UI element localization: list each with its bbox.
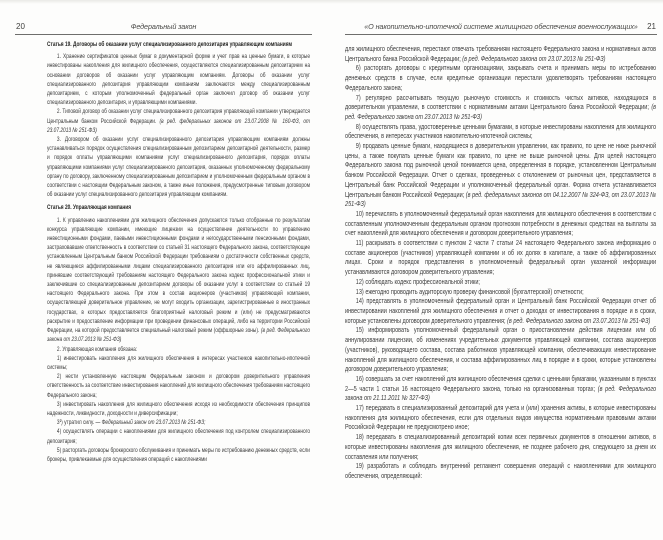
scan-edge-shading: [0, 0, 663, 4]
text-run: 13) ежегодно проводить аудиторскую проверку финансовой (бухгалтерской) отчетности;: [355, 286, 584, 296]
law-paragraph: [345, 63, 656, 92]
amendment-note: (в ред. Федерального закона от 23.07.2013 № 251-ФЗ): [507, 315, 651, 325]
law-paragraph: [345, 277, 656, 287]
text-run: для жилищного обеспечения, перестают отвечать требованиям настоящего Федерального закона и нормативных актов Центрального банка Российской Федерации;: [345, 44, 657, 63]
text-run: 3. Договором об оказании услуг специализированного депозитария управляющим компаниям должны устанавливаться порядок осуществления специализированным депозитарием депозитарной деятельности, размер и порядок оплаты управляющими компаниями услуг специализированного депозитария, порядок оплаты управляющими компаниями услуг специализированного депозитария, оказанных уполномоченному федеральному органу по договору, заключенному специализированным депозитарием и уполномоченным федеральным органом в соответствии с настоящим Федеральным законом, а также иные положения, предусмотренные типовым договором об оказании услуг специализированного депозитария управляющим компаниям.: [47, 136, 311, 199]
text-run: 3) инвестировать накопления для жилищного обеспечения исходя из необходимости обеспечения принципов надежности, ликвидности, доходности и диверсификации;: [47, 400, 311, 417]
text-run: 10) перечислять в уполномоченный федеральный орган накопления для жилищного обеспечения в соответствии с составленным уполномоченным федеральным органом прогнозом потребности в денежных средствах на выплаты за счет накоплений для жилищного обеспечения и договором доверительного управления;: [345, 208, 657, 238]
law-paragraph: [47, 135, 310, 199]
law-paragraph: [345, 403, 656, 432]
text-run: 1) инвестировать накопления для жилищного обеспечения в интересах участников накопительно-ипотечной системы;: [47, 354, 311, 371]
law-paragraph: [345, 238, 656, 277]
law-paragraph: [47, 427, 310, 445]
article-heading: [47, 203, 310, 212]
law-paragraph: [345, 122, 656, 141]
law-paragraph: [47, 372, 310, 400]
amendment-note: — Федеральный закон от 23.07.2013 № 251-ФЗ;: [95, 419, 206, 427]
law-paragraph: [345, 44, 656, 63]
text-run: 7) регулярно рассчитывать текущую рыночную стоимость и стоимость чистых активов, находящихся в доверительном управлении, в соответствии с нормативными актами Центрального банка Российской Федерации;: [345, 92, 657, 112]
left-running-header: Федеральный закон: [130, 22, 197, 31]
text-run: 5) расторгать договоры брокерского обслуживания и принимать меры по истребованию денежных средств, если брокеры, привлекаемые для осуществления операций с накоплениями: [47, 446, 311, 463]
text-run: 2. Типовой договор об оказании услуг специализированного депозитария управляющей компании утверждается Центральным банком Российской Федерации.: [47, 108, 311, 125]
left-page-body: [47, 40, 310, 464]
law-paragraph: [345, 374, 656, 403]
text-run: 12) соблюдать кодекс профессиональной этики;: [355, 276, 480, 286]
text-run: 2) нести установленную настоящим Федеральным законом и договором доверительного управления ответственность за соответствие инвестирования накоплений для жилищного обеспечения требованиям настоящего Федерального закона;: [47, 373, 311, 399]
law-paragraph: [345, 209, 656, 238]
law-paragraph: [345, 432, 656, 461]
text-run: 11) раскрывать в соответствии с пунктом 2 части 7 статьи 24 настоящего Федерального закона информацию о составе акционеров (участников) управляющей компании и об их долях в капитале, а также об аффилированных лицах. Сроки и порядок представления в уполномоченный федеральный орган указанной информации устанавливаются договором доверительного управления;: [345, 238, 657, 277]
text-run: 16) совершать за счет накоплений для жилищного обеспечения сделки с ценными бумагами, указанными в пунктах 2—5 части 1 статьи 16 настоящего Федерального закона, только на организованных торгах;: [345, 373, 657, 393]
amendment-note: (в ред. Федерального закона от 23.07.2013 № 251-ФЗ): [47, 327, 310, 344]
amendment-note: (в ред. Федерального закона от 23.07.2013 № 251-ФЗ): [462, 53, 606, 63]
law-paragraph: [345, 296, 656, 325]
text-run: Статья 19. Договоры об оказании услуг специализированного депозитария управляющим компаниям: [47, 41, 293, 48]
text-run: 1. К управлению накоплениями для жилищного обеспечения допускаются только отобранные по результатам конкурса управляющие компании, имеющие лицензии на осуществление деятельности по управлению инвестиционными фондами, паевыми инвестиционными фондами и негосударственными пенсионными фондами, застраховавшие ответственность в соответствии со статьей 31 настоящего Федерального закона, соответствующие установленным Центральным банком Российской Федерации требованиям о достаточности собственных средств, не являющиеся аффилированными лицами специализированного депозитария или его аффилированных лиц, принявшие соответствующий требованиям настоящего Федерального закона кодекс профессиональной этики и заключившие со специализированным депозитарием договоры об оказании услуг в соответствии со статьей 19 настоящего Федерального закона. При этом в состав акционеров (участников) управляющей компании, осуществляющей доверительное управление, не могут входить организации, зарегистрированные в иностранных государствах, в которых предоставляется благоприятный налоговый режим и (или) не предусматриваются раскрытие и предоставление информации при проведении финансовых операций, либо на территории Российской Федерации, на которой предоставляется специальный налоговый режим (оффшорные зоны).: [47, 216, 311, 335]
right-running-header: «О накопительно-ипотечной системе жилищного обеспечения военнослужащих»: [364, 22, 638, 31]
law-paragraph: [345, 325, 656, 374]
amendment-note: (в ред. федеральных законов от 23.07.2008 № 160-ФЗ, от 23.07.2013 № 251-ФЗ): [47, 117, 311, 134]
left-page-number: 20: [16, 22, 25, 31]
text-run: 17) передавать в специализированный депозитарий для учета и (или) хранения активы, в которые инвестированы накопления для жилищного обеспечения, если для отдельных видов имущества нормативными правовыми актами Российской Федерации не предусмотрено иное;: [345, 403, 657, 432]
law-paragraph: [47, 354, 310, 372]
law-paragraph: [345, 461, 656, 480]
amendment-note: (в ред. Федерального закона от 23.07.2013 № 251-ФЗ): [345, 102, 657, 121]
text-run: 18) передавать в специализированный депозитарий копии всех первичных документов в отношении активов, в которые инвестированы накопления для жилищного обеспечения, не позднее рабочего дня, следующего за днем их составления или получения;: [345, 432, 657, 461]
right-page-header: [345, 22, 657, 35]
text-run: 9) продавать ценные бумаги, находящиеся в доверительном управлении, как правило, по цене не ниже рыночной цены, а также покупать ценные бумаги как правило, по цене не выше рыночной цены. Для целей настоящего Федерального закона под рыночной ценой понимается цена, определенная в порядке, установленном Центральным банком Российской Федерации. Отчет о сделках, проведенных с отклонением от рыночных цен, представляется в Центральный банк Российской Федерации и уполномоченный федеральный орган. Форма отчета устанавливается Центральным банком Российской Федерации;: [345, 141, 657, 199]
text-run: 6) расторгать договоры с кредитными организациями, закрывать счета и принимать меры по истребованию денежных средств в случае, если кредитные организации перестали удовлетворять требованиям настоящего Федерального закона;: [345, 63, 657, 92]
text-run: 8) осуществлять права, удостоверенные ценными бумагами, в которые инвестированы накопления для жилищного обеспечения, в интересах участников накопительно-ипотечной системы;: [345, 121, 657, 141]
text-run: 19) разработать и соблюдать внутренний регламент совершения операций с накоплениями для жилищного обеспечения, определяющий:: [345, 461, 657, 480]
text-run: 3¹) утратил силу.: [56, 419, 96, 427]
law-paragraph: [47, 216, 310, 345]
text-run: 2. Управляющая компания обязана:: [56, 345, 138, 353]
amendment-note: (в ред. федеральных законов от 04.12.2007 № 324-ФЗ, от 23.07.2013 № 251-ФЗ): [345, 189, 657, 209]
right-page-body: [345, 44, 656, 481]
right-page-number: 21: [647, 22, 656, 31]
law-paragraph: [47, 446, 310, 464]
law-paragraph: [47, 418, 310, 427]
law-paragraph: [47, 52, 310, 107]
text-run: 1. Хранение сертификатов ценных бумаг в документарной форме и учет прав на ценные бумаги, в которые инвестированы накопления для жилищного обеспечения, осуществляются специализированным депозитарием на основании договоров об оказании услуг управляющим компаниям. Договоры об оказании услуг специализированного депозитария управляющим компаниям заключаются между специализированным депозитарием, с которым уполномоченный федеральный орган заключил договор об оказании услуг специализированного депозитария, и управляющими компаниями.: [47, 53, 311, 107]
law-paragraph: [345, 93, 656, 122]
text-run: 15) информировать уполномоченный федеральный орган о приостановлении действия лицензии или об аннулировании лицензии, об изменениях учредительных документов управляющей компании, состава акционеров (участников), руководящего состава, состава работников управляющей компании, обеспечивающих инвестирование накоплений для жилищного обеспечения, и состава аффилированных лиц в порядке и в сроки, которые установлены договором доверительного управления;: [345, 325, 657, 374]
text-run: Статья 20. Управляющая компания: [47, 204, 132, 212]
law-paragraph: [47, 400, 310, 418]
text-run: 4) осуществлять операции с накоплениями для жилищного обеспечения под контролем специализированного депозитария;: [47, 428, 311, 445]
text-run: 14) представлять в уполномоченный федеральный орган и Центральный банк Российской Федерации отчет об инвестировании накоплений для жилищного обеспечения и отчет о доходах от инвестирования в порядке и в сроки, которые установлены договором доверительного управления;: [345, 296, 657, 325]
article-heading: [47, 40, 310, 49]
law-paragraph: [345, 141, 656, 209]
left-page-header: [15, 22, 312, 35]
amendment-note: (в ред. Федерального закона от 21.11.2011 № 327-ФЗ): [345, 383, 657, 403]
law-paragraph: [47, 107, 310, 135]
law-paragraph: [345, 287, 656, 297]
law-paragraph: [47, 345, 310, 354]
